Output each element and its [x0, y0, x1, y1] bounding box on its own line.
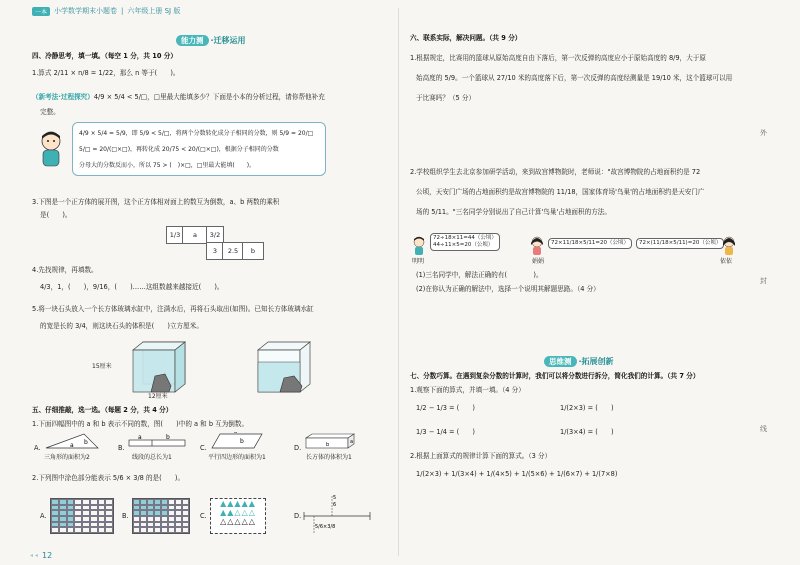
student-mingming-name: 明明: [412, 258, 425, 265]
split-question-1: 1.观察下面的算式，并填一填。（4 分）: [410, 386, 525, 394]
split-question-2: 2.根据上面算式的规律计算下面的算式。（3 分）: [410, 452, 552, 460]
section-6-title: 六、联系实际，解决问题。（共 9 分）: [410, 34, 522, 42]
split-row-2: 1/(2×3) = ( ): [560, 404, 614, 412]
section-5-title: 五、仔细推敲，选一选。（每题 2 分，共 4 分）: [32, 406, 173, 414]
svg-text:a: a: [70, 442, 74, 449]
triangle-figure: [44, 432, 100, 454]
split-expression: 1/(2×3) + 1/(3×4) + 1/(4×5) + 1/(5×6) + 1/(6×7) + 1/(7×8): [416, 470, 618, 478]
net-cell-3: 3/2: [206, 226, 224, 244]
question-5: 5.将一块石头放入一个长方体玻璃水缸中，注满水后，再将石头取出(如图)。已知长方体玻璃水缸: [32, 305, 314, 313]
split-row-1: 1/2 − 1/3 = ( ): [416, 404, 475, 412]
question-1: 1.算式 2/11 × n/8 = 1/22，那么 n 等于( )。: [32, 69, 180, 77]
option-2b-label: B.: [122, 512, 129, 520]
analysis-line-3: 分母大的分数反而小，所以 75 > ( )×□，□里最大能填( )。: [79, 162, 256, 169]
question-3: 3.下图是一个正方体的展开图，这个正方体相对面上的数互为倒数，a、b 两数的乘积: [32, 198, 280, 206]
workbook-spread: 一本 小学数学期末小题卷 | 六年级上册 SJ 版 能力测 ·迁移运用 四、冷静思考，填一填。（每空 1 分，共 10 分） 1.算式 2/11 × n/8 = 1/22，那么 n 等于( )。 （新考法·过程探究）4/9 × 5/4 < 5/□，□里最大能填多少？下面是小本的分析过程，请你帮他补充 完整。 4/9 × 5/4 = 5/9，即 5/9 < 5/□，将两个分数转化成分子相同的分数，则 5/9 = 20/□ 5/□ = 20/(□×□)，再转化成 20/75 < 20/(□×□)，根据分子相同的分数 分母大的分数反而小，所以 75 > ( )×□，□里最大能填( )。 3.下图是一个正方体的展开图，这个正方体相对面上的数互为倒数，a、b 两数的乘积 是( )。 1/3 a 3/2 3 2.5 b 4.先找规律，再填数。 4/3，1，( )，9/16，( )……这组数越来越接近( )。 5.将一块石头放入一个长方体玻璃水缸中，注满水后，再将石头取出(如图)。已知长方体玻璃水缸 的宽是长的 3/4，则这块石头的体积是( )立方厘米。 15厘米 12厘米 五、仔细推敲，选一选。（每题 2 分，共 4 分） 1.下面四幅图中的 a 和 b 表示不同的数，图( )中的 a 和 b 互为倒数。 A. b a 三角形的面积为2 B. a b 线段的总长为1 C. b a 平行四边形的面积为1 D. b a 长方体的体积为1 2.下列图中涂色部分能表示 5/6 × 3/8 的是( )。 A. B. C. ▲▲▲▲▲ ▲▲△△△ △△△△△ D. 5 6 5/6×3/8 ◂ ◂ 12 六、联系实际，解决问题。（共 9 分） 1.根据规定，比赛用的篮球从原始高度自由下落后，第一次反弹的高度应小于原始高度的 8/9，大于原 始高度的 5/9。一个篮球从 27/10 米的高度落下后，第一次反弹的高度经测量是 19/10 米，这个篮球可以用 于比赛吗？（5 分） 2.学校组织学生去北京参加研学活动，来到故宫博物院时，老师说："故宫博物院的占地面积约是 72 公顷，天安门广场的占地面积约是故宫博物院的 11/18，国家体育场'鸟巢'的占地面积约是天安门广 场的 5/11。"三名同学分别说出了自己计算'鸟巢'占地面积的方法。 72÷18×11=44（公顷） 44÷11×5=20（公顷） 明明 72×11/18×5/11=20（公顷） 娟娟 72×(11/18×5/11)=20（公顷） 依依 (1)三名同学中，解法正确的有( )。 (2)在你认为正确的解法中，选择一个说明其解题思路。（4 分） 思维测 ·拓展创新 七、分数巧算。在遇到复杂分数的计算时，我们可以将分数进行拆分，简化我们的计算。（共 7 分） 1.观察下面的算式，并填一填。（4 分） 1/2 − 1/3 = ( ) 1/(2×3) = ( ) 1/3 − 1/4 = ( ) 1/(3×4) = ( ) 2.根据上面算式的规律计算下面的算式。（3 分） 1/(2×3) + 1/(3×4) + 1/(4×5) + 1/(5×6) + 1/(6×7) + 1/(7×8) 外 封 线: [30, 7, 767, 560]
question-4: 4.先找规律，再填数。: [32, 266, 98, 274]
net-cell-5: 2.5: [222, 242, 244, 260]
header-tag: 一本: [32, 7, 50, 16]
problem-2-part-1: (1)三名同学中，解法正确的有( )。: [416, 271, 543, 279]
analysis-line-2: 5/□ = 20/(□×□)，再转化成 20/75 < 20/(□×□)，根据分子相同的分数: [79, 146, 279, 153]
svg-text:a: a: [234, 432, 238, 435]
problem-2-line-3: 场的 5/11。"三名同学分别说出了自己计算'鸟巢'占地面积的方法。: [416, 208, 611, 216]
question-2-tag: （新考法·过程探究）: [32, 93, 94, 101]
student-juanjuan-formula: 72×11/18×5/11=20（公顷）: [548, 238, 632, 249]
grid-option-a: [50, 498, 114, 534]
question-2-cont: 完整。: [40, 108, 60, 116]
svg-text:a: a: [350, 439, 354, 445]
ability-banner: [176, 34, 246, 46]
student-yiyi-name: 依依: [720, 258, 733, 265]
net-cell-2: a: [182, 226, 208, 244]
problem-1-line-2: 始高度的 5/9。一个篮球从 27/10 米的高度落下后，第一次反弹的高度经测量是 19/10 米，这个篮球可以用: [416, 74, 733, 82]
option-b-label: B.: [118, 444, 125, 452]
student-yiyi-formula: 72×(11/18×5/11)=20（公顷）: [636, 238, 724, 249]
grid-cell: [168, 527, 175, 533]
grid-option-b: [132, 498, 190, 534]
banner-text-2: ·拓展创新: [578, 356, 614, 366]
thinking-banner: [544, 355, 614, 367]
margin-label-2: 封: [760, 277, 767, 285]
grid-cell: [74, 527, 82, 533]
svg-text:b: b: [240, 438, 244, 445]
option-2c-label: C.: [200, 512, 207, 520]
svg-text:b: b: [166, 434, 170, 441]
header-grade: 六年级上册 SJ 版: [127, 7, 181, 15]
grid-cell: [161, 527, 168, 533]
svg-text:a: a: [138, 434, 142, 441]
header-title: 小学数学期末小题卷: [54, 7, 118, 15]
student-juanjuan-name: 娟娟: [532, 258, 545, 265]
analysis-line-1: 4/9 × 5/4 = 5/9，即 5/9 < 5/□，将两个分数转化成分子相同的分数，则 5/9 = 20/□: [79, 130, 314, 137]
choice-1: 1.下面四幅图中的 a 和 b 表示不同的数，图( )中的 a 和 b 互为倒数。: [32, 420, 249, 428]
option-2a-label: A.: [40, 512, 47, 520]
svg-text:5/6×3/8: 5/6×3/8: [315, 524, 336, 530]
option-b-text: 线段的总长为1: [132, 454, 172, 461]
grid-cell: [154, 527, 161, 533]
net-cell-4: 3: [206, 242, 224, 260]
segment-figure: [128, 432, 188, 454]
option-d-text: 长方体的体积为1: [306, 454, 352, 461]
grid-cell: [182, 527, 189, 533]
problem-2-line-1: 2.学校组织学生去北京参加研学活动，来到故宫博物院时，老师说："故宫博物院的占地面积约是 72: [410, 168, 701, 176]
page-fold: [398, 8, 399, 556]
option-a-text: 三角形的面积为2: [44, 454, 90, 461]
svg-text:b: b: [84, 439, 88, 446]
option-2d-label: D.: [294, 512, 302, 520]
grid-cell: [90, 527, 98, 533]
analysis-box: [72, 122, 326, 176]
margin-label-1: 外: [760, 129, 767, 137]
option-a-label: A.: [34, 444, 41, 452]
banner-text: ·迁移运用: [210, 35, 246, 45]
split-row-3: 1/3 − 1/4 = ( ): [416, 428, 475, 436]
page-number: 12: [42, 551, 53, 560]
grid-cell: [105, 527, 113, 533]
net-cell-1: 1/3: [166, 226, 184, 244]
problem-1-line-3: 于比赛吗？（5 分）: [416, 94, 476, 102]
margin-label-3: 线: [760, 425, 767, 433]
option-c-label: C.: [200, 444, 207, 452]
svg-text:5: 5: [333, 495, 337, 501]
grid-cell: [67, 527, 75, 533]
cuboid-figure: [304, 432, 356, 454]
question-3-cont: 是( )。: [40, 211, 72, 219]
grid-cell: [133, 527, 140, 533]
grid-cell: [147, 527, 154, 533]
section-7-title: 七、分数巧算。在遇到复杂分数的计算时，我们可以将分数进行拆分，简化我们的计算。（共 7 分）: [410, 372, 700, 380]
tank-without-stone: [240, 338, 320, 404]
choice-2: 2.下列图中涂色部分能表示 5/6 × 3/8 的是( )。: [32, 474, 185, 482]
question-5-cont: 的宽是长的 3/4，则这块石头的体积是( )立方厘米。: [40, 322, 203, 330]
student-avatar: [36, 130, 66, 174]
problem-1-line-1: 1.根据规定，比赛用的篮球从原始高度自由下落后，第一次反弹的高度应小于原始高度的 8/9，大于原: [410, 54, 706, 62]
banner-pill-2: 思维测: [544, 356, 577, 367]
problem-2-part-2: (2)在你认为正确的解法中，选择一个说明其解题思路。（4 分）: [416, 285, 600, 293]
option-d-label: D.: [294, 444, 302, 452]
tank-height-label: 15厘米: [92, 363, 112, 370]
option-c-text: 平行四边形的面积为1: [208, 454, 266, 461]
question-2-text: 4/9 × 5/4 < 5/□，□里最大能填多少？下面是小本的分析过程，请你帮他补充: [93, 93, 325, 101]
problem-2-line-2: 公顷，天安门广场的占地面积约是故宫博物院的 11/18，国家体育场'鸟巢'的占地面积约是天安门广: [416, 188, 705, 196]
svg-text:6: 6: [333, 502, 337, 508]
question-2: [32, 93, 325, 102]
grid-cell: [59, 527, 67, 533]
student-mingming-formula: 72÷18×11=44（公顷） 44÷11×5=20（公顷）: [430, 233, 500, 251]
question-4-sequence: 4/3，1，( )，9/16，( )……这组数越来越接近( )。: [40, 283, 224, 291]
banner-pill: 能力测: [176, 35, 209, 46]
page-header: 一本 小学数学期末小题卷 | 六年级上册 SJ 版: [32, 6, 180, 16]
grid-cell: [98, 527, 106, 533]
tank-width-label: 12厘米: [148, 393, 168, 400]
section-4-title: 四、冷静思考，填一填。（每空 1 分，共 10 分）: [32, 52, 177, 60]
grid-cell: [82, 527, 90, 533]
triangles-option-c: ▲▲▲▲▲ ▲▲△△△ △△△△△: [210, 498, 266, 534]
grid-cell: [51, 527, 59, 533]
grid-cell: [140, 527, 147, 533]
svg-text:b: b: [326, 442, 330, 448]
grid-cell: [175, 527, 182, 533]
number-line-option-d: [302, 492, 372, 542]
split-row-4: 1/(3×4) = ( ): [560, 428, 614, 436]
net-cell-6: b: [242, 242, 264, 260]
parallelogram-figure: [210, 432, 264, 454]
